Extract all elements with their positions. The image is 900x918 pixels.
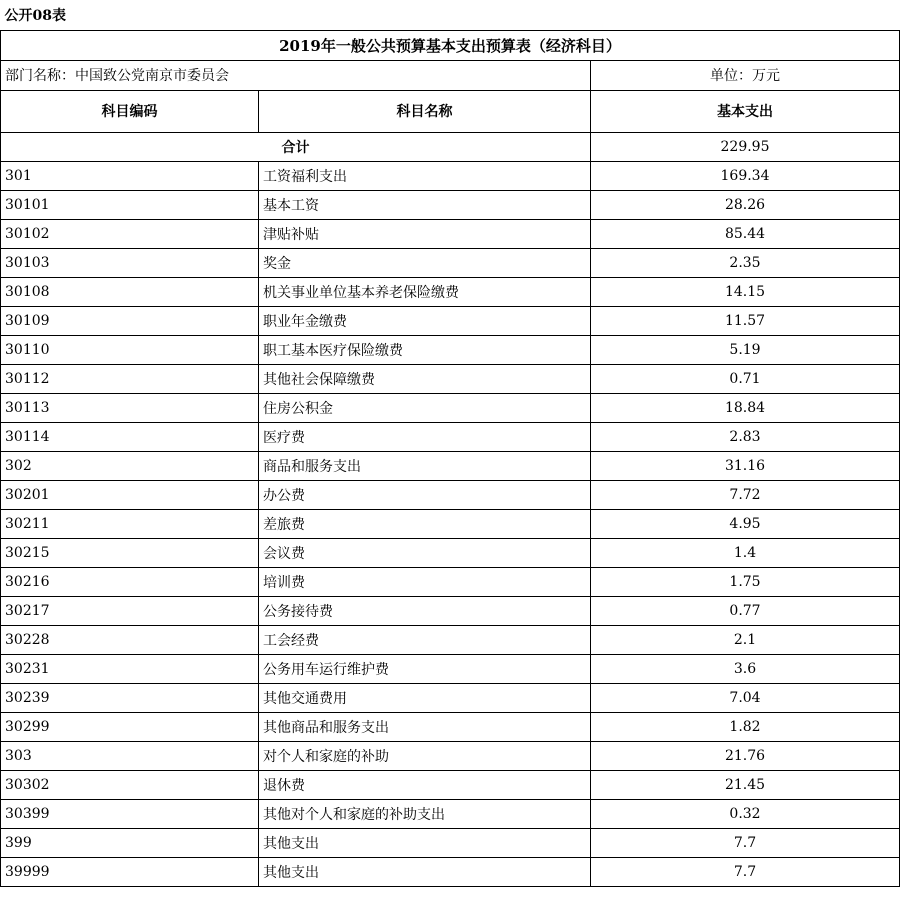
table-row (1, 248, 900, 277)
table-row (1, 857, 900, 886)
row-amount: 5.19 (591, 335, 900, 364)
row-name: 津贴补贴 (259, 219, 591, 248)
row-code: 30114 (1, 422, 259, 451)
table-row (1, 422, 900, 451)
row-name: 工会经费 (259, 625, 591, 654)
total-row (1, 132, 900, 161)
row-name: 会议费 (259, 538, 591, 567)
row-code: 30108 (1, 277, 259, 306)
row-code: 399 (1, 828, 259, 857)
table-row (1, 683, 900, 712)
title-row (1, 30, 900, 60)
row-code: 30302 (1, 770, 259, 799)
row-name: 商品和服务支出 (259, 451, 591, 480)
form-id (1, 0, 900, 30)
table-row (1, 654, 900, 683)
table-row (1, 219, 900, 248)
row-name: 退休费 (259, 770, 591, 799)
row-code: 30228 (1, 625, 259, 654)
row-code: 303 (1, 741, 259, 770)
row-amount: 1.75 (591, 567, 900, 596)
table-row (1, 741, 900, 770)
row-name: 其他交通费用 (259, 683, 591, 712)
form-id-text: 公开08表 (4, 7, 66, 24)
row-amount: 14.15 (591, 277, 900, 306)
unit-label: 单位：万元 (591, 60, 900, 90)
row-name: 公务接待费 (259, 596, 591, 625)
row-name: 对个人和家庭的补助 (259, 741, 591, 770)
department-label: 部门名称：中国致公党南京市委员会 (1, 60, 591, 90)
row-code: 39999 (1, 857, 259, 886)
row-amount: 0.71 (591, 364, 900, 393)
row-code: 30239 (1, 683, 259, 712)
row-code: 30299 (1, 712, 259, 741)
row-code: 30201 (1, 480, 259, 509)
table-row (1, 625, 900, 654)
row-name: 办公费 (259, 480, 591, 509)
row-code: 30113 (1, 393, 259, 422)
row-name: 工资福利支出 (259, 161, 591, 190)
row-amount: 28.26 (591, 190, 900, 219)
row-name: 职业年金缴费 (259, 306, 591, 335)
table-row (1, 451, 900, 480)
row-code: 30231 (1, 654, 259, 683)
table-body (1, 0, 900, 886)
table-row (1, 799, 900, 828)
row-amount: 169.34 (591, 161, 900, 190)
row-code: 30215 (1, 538, 259, 567)
row-name: 奖金 (259, 248, 591, 277)
table-row (1, 567, 900, 596)
row-amount: 1.82 (591, 712, 900, 741)
row-amount: 1.4 (591, 538, 900, 567)
row-name: 其他支出 (259, 857, 591, 886)
table-row (1, 770, 900, 799)
row-amount: 18.84 (591, 393, 900, 422)
header-row (1, 90, 900, 132)
table-row (1, 828, 900, 857)
row-code: 30217 (1, 596, 259, 625)
table-row (1, 306, 900, 335)
header-name: 科目名称 (259, 90, 591, 132)
row-amount: 0.32 (591, 799, 900, 828)
row-code: 30216 (1, 567, 259, 596)
row-amount: 0.77 (591, 596, 900, 625)
table-title: 2019年一般公共预算基本支出预算表（经济科目） (1, 30, 900, 60)
row-amount: 2.35 (591, 248, 900, 277)
row-amount: 3.6 (591, 654, 900, 683)
table-row (1, 277, 900, 306)
row-name: 住房公积金 (259, 393, 591, 422)
row-code: 30112 (1, 364, 259, 393)
row-amount: 21.76 (591, 741, 900, 770)
row-amount: 2.83 (591, 422, 900, 451)
row-name: 其他对个人和家庭的补助支出 (259, 799, 591, 828)
row-amount: 7.72 (591, 480, 900, 509)
table-row (1, 538, 900, 567)
total-label: 合计 (1, 132, 591, 161)
header-code: 科目编码 (1, 90, 259, 132)
row-name: 其他商品和服务支出 (259, 712, 591, 741)
row-code: 30102 (1, 219, 259, 248)
row-code: 30101 (1, 190, 259, 219)
table-row (1, 161, 900, 190)
row-code: 30109 (1, 306, 259, 335)
row-amount: 7.7 (591, 857, 900, 886)
form-id-row (1, 0, 900, 30)
table-row (1, 509, 900, 538)
table-row (1, 712, 900, 741)
table-row (1, 480, 900, 509)
row-name: 基本工资 (259, 190, 591, 219)
row-name: 机关事业单位基本养老保险缴费 (259, 277, 591, 306)
row-name: 职工基本医疗保险缴费 (259, 335, 591, 364)
meta-row (1, 60, 900, 90)
row-amount: 11.57 (591, 306, 900, 335)
row-name: 其他支出 (259, 828, 591, 857)
total-amount: 229.95 (591, 132, 900, 161)
row-amount: 4.95 (591, 509, 900, 538)
header-amount: 基本支出 (591, 90, 900, 132)
table-row (1, 596, 900, 625)
row-code: 30110 (1, 335, 259, 364)
row-amount: 7.04 (591, 683, 900, 712)
table-row (1, 364, 900, 393)
table-row (1, 393, 900, 422)
row-amount: 21.45 (591, 770, 900, 799)
row-amount: 31.16 (591, 451, 900, 480)
row-amount: 2.1 (591, 625, 900, 654)
table-row (1, 190, 900, 219)
row-name: 公务用车运行维护费 (259, 654, 591, 683)
row-code: 30211 (1, 509, 259, 538)
row-code: 30399 (1, 799, 259, 828)
row-code: 301 (1, 161, 259, 190)
row-name: 其他社会保障缴费 (259, 364, 591, 393)
row-name: 培训费 (259, 567, 591, 596)
row-code: 30103 (1, 248, 259, 277)
row-name: 医疗费 (259, 422, 591, 451)
row-amount: 85.44 (591, 219, 900, 248)
table-row (1, 335, 900, 364)
row-name: 差旅费 (259, 509, 591, 538)
row-code: 302 (1, 451, 259, 480)
row-amount: 7.7 (591, 828, 900, 857)
